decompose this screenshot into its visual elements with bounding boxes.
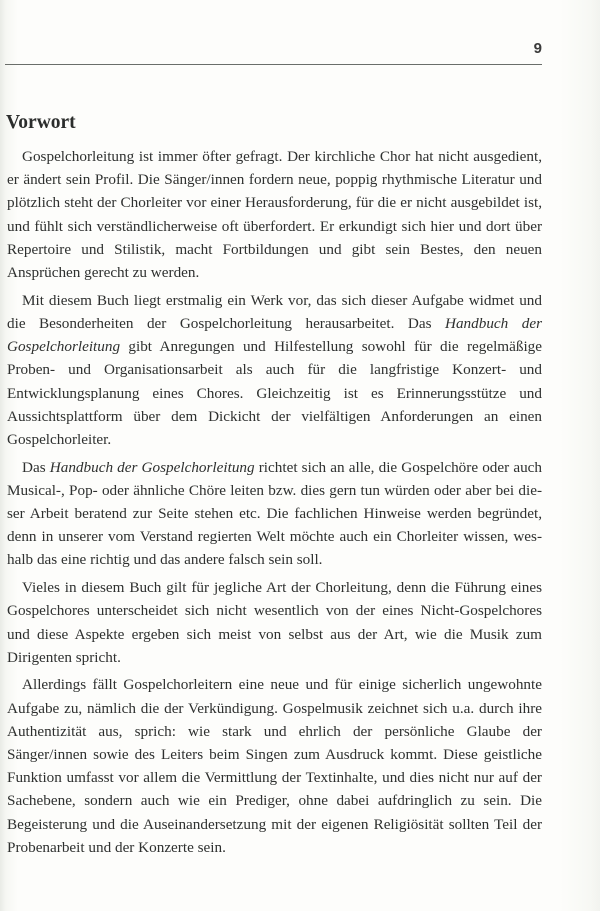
paragraph-4 <box>7 576 542 669</box>
paragraph-5 <box>7 673 542 859</box>
paragraph-3 <box>7 456 542 572</box>
paragraph-text: Mit diesem Buch liegt erstmalig ein Werk vor, das sich dieser Aufgabe widmet und die Besonderheiten der Gospelchorleitung herausarbeitet. Das <box>7 291 542 332</box>
book-title-italic: Handbuch der Gospelchorleitung <box>7 314 542 356</box>
paragraph-text: Allerdings fällt Gospelchorleitern eine neue und für einige sicherlich ungewohnte Aufgabe zu, nämlich die der Verkündigung. Gospelmusik zeichnet sich u.a. durch ihre Authentizität aus, sprich: wie stark und ehrlich der persönliche Glaube der Sänger/innen sowie des Leiters beim Singen zum Ausdruck kommt. Diese geistliche Funktion umfasst vor allem die Vermittlung der Textinhalte, und dies nicht nur auf der Sachebene, sondern auch wie ein Prediger, ohne dabei aufdringlich zu sein. Die Begeisterung und die Auseinandersetzung mit der eigenen Religiösität sollten Teil der Probenarbeit und der Konzerte sein. <box>7 676 542 856</box>
paragraph-text: Vieles in diesem Buch gilt für jegliche Art der Chorleitung, denn die Führung eines Gospelchores unterscheidet sich nicht wesentlich von der eines Nicht-Gospelchores und diese Aspekte ergeben sich meist von selbst aus der Art, wie die Musik zum Dirigenten spricht. <box>7 579 542 666</box>
paragraph-text: Das <box>22 458 50 476</box>
paragraph-2 <box>7 289 542 451</box>
header-rule <box>5 64 542 65</box>
paragraph-1 <box>7 145 542 284</box>
paragraph-text: gibt Anregungen und Hilfestellung sowohl für die regelmäßige Proben- und Organisationsarbeit als auch für die langfristige Konzert- und Entwicklungsplanung eines Chores. Gleichzeitig ist es Erinnerungsstütze und Aussichtsplattform über dem Dickicht der vielfältigen Anforderungen an einen Gospelchorleiter. <box>7 338 542 448</box>
page-number: 9 <box>533 40 542 57</box>
chapter-title: Vorwort <box>6 112 76 133</box>
book-title-italic: Handbuch der Gospelchorleitung <box>49 458 255 476</box>
body-text <box>7 145 542 864</box>
paragraph-text: richtet sich an alle, die Gospelchöre oder auch Musical-, Pop- oder ähnliche Chöre leiten bzw. dies gern tun würden oder aber bei die-ser Arbeit beratend zur Seite stehen etc. Die fachlichen Hinweise werden begründet, denn in unserer vom Verstand regierten Welt möchte auch ein Chorleiter wissen, wes-halb das eine richtig und das andere falsch sein soll. <box>7 458 542 569</box>
paragraph-text: Gospelchorleitung ist immer öfter gefragt. Der kirchliche Chor hat nicht ausgedient, er ändert sein Profil. Die Sänger/innen fordern neue, poppig rhythmische Literatur und plötzlich steht der Chorleiter vor einer Herausforderung, für die er nicht ausgebildet ist, und fühlt sich verständlicherweise oft überfordert. Er erkundigt sich hier und dort über Repertoire und Stilistik, macht Fortbildungen und gibt sein Bestes, den neuen Ansprüchen gerecht zu werden. <box>7 148 542 282</box>
